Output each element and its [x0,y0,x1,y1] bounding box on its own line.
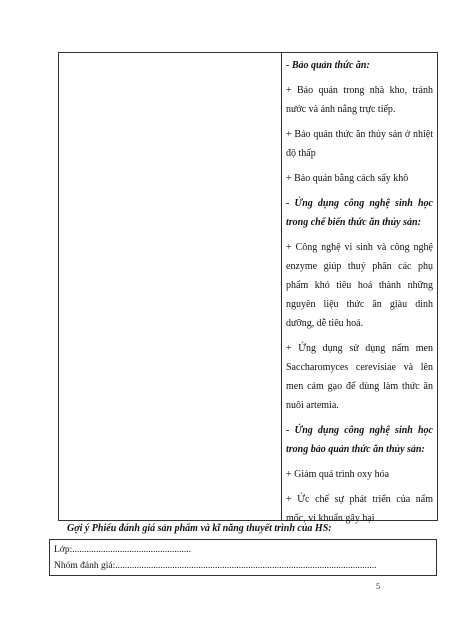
right-cell [282,53,437,524]
heading-storage: - Bảo quản thức ăn: [286,60,370,71]
class-field: Lớp:.................................................. [54,545,191,555]
storage-item-3: + Bảo quản bằng cách sấy khô [286,173,409,184]
processing-item-1: + Công nghệ vi sinh và công nghệ enzyme giúp thuỷ phân các phụ phẩm khó tiêu hoá thành những nguyên liệu thức ăn giàu dinh dưỡng, dễ tiêu hoá. [286,242,433,329]
heading-biotech-processing: - Ứng dụng công nghệ sinh học trong chế biến thức ăn thủy sản: [286,198,433,228]
page-number: 5 [376,582,380,591]
group-field: Nhóm đánh giá:.............................................................................................................. [54,561,377,571]
evaluation-box [49,539,437,576]
biotech-storage-item-2: + Ức chế sự phát triển của nấm mốc, vi khuẩn gây hại [286,494,433,524]
heading-biotech-storage: - Ứng dụng công nghệ sinh học trong bảo quản thức ăn thủy sản: [286,425,433,455]
biotech-storage-item-1: + Giảm quá trình oxy hóa [286,469,390,480]
storage-item-2: + Bảo quản thức ăn thủy sản ở nhiệt độ thấp [286,129,433,159]
storage-item-1: + Bảo quản trong nhà kho, tránh nước và ánh nắng trực tiếp. [286,85,433,115]
evaluation-caption: Gợi ý Phiếu đánh giá sản phẩm và kĩ năng thuyết trình của HS: [67,523,332,534]
content-table [58,52,438,524]
processing-item-2: + Ứng dụng sử dụng nấm men Saccharomyces cerevisiae và lên men cám gạo để dùng làm thức ăn nuôi artemia. [286,343,433,411]
